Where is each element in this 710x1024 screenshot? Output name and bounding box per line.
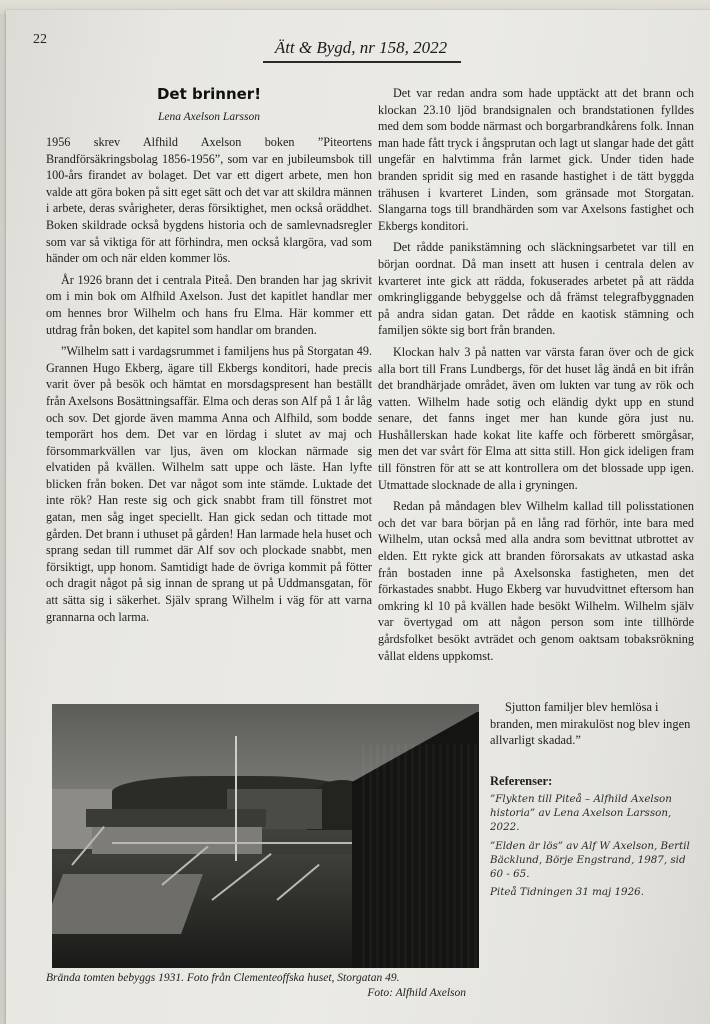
reference-item: ”Elden är lös” av Alf W Axelson, Bertil Bäcklund, Börje Engstrand, 1987, sid 60 - 65. xyxy=(490,839,690,881)
paragraph: Klockan halv 3 på natten var värsta faran över och de gick alla bort till Frans Lundbergs, för det huset låg ändå en bit ifrån det brandhärjade området, även om lukten var tung av rök och vatten. Wilhelm hade sotig och eländig dykt upp en stund senare, det fanns inget mer han kunde göra just nu. Hushållerskan hade kokat lite kaffe och förberett smörgåsar, men det var svårt för Elma att sitta still. Hon gick ideligen fram till fönstren för att se att kontrollera om det blossade upp igen. Utmattade slocknade de alla i gryningen. xyxy=(378,344,694,492)
paragraph: Det var redan andra som hade upptäckt att det brann och klockan 23.10 ljöd brandsignalen och brandstationen fylldes med dem som bodde närmast och borgarbrandkårens folk. Innan man hade fått tryck i ångsprutan och lagt ut slangar hade det gått ungefär en halvtimma från larmet gick. Under tiden hade branden spridit sig med en rasande hastighet i de tätt byggda trähusen i kvarteret Linden, som gränsade mot Storgatan. Slangarna togs till brandhärden som var Axelsons fastighet och Ekbergs konditori. xyxy=(378,86,694,233)
photo-road xyxy=(52,874,203,934)
photo-scaffold-beam xyxy=(112,842,362,844)
photo-caption xyxy=(46,971,466,1001)
article-title: Det brinner! xyxy=(156,85,262,103)
header-rule xyxy=(263,61,461,63)
photo-roof xyxy=(86,809,266,827)
running-head: Ätt & Bygd, nr 158, 2022 xyxy=(274,38,448,57)
paragraph: Sjutton familjer blev hemlösa i branden, men mirakulöst nog blev ingen allvarligt skadad.” xyxy=(490,700,691,748)
article-byline: Lena Axelson Larsson xyxy=(157,111,261,123)
left-column xyxy=(46,134,372,630)
closing-paragraph xyxy=(490,699,696,749)
references-heading: Referenser: xyxy=(490,774,553,788)
paragraph: Det rådde panikstämning och släckningsarbetet var till en början oordnat. Då man insett att husen i centrala delen av kvarteret inte gick att rädda, fokuserades arbetet på att rädda omkringliggande bebyggelse och då främst telegrafbyggnaden på andra sidan gatan. Det rådde en kaotisk stämning och familjen sökte sig bort från branden. xyxy=(378,240,694,338)
paragraph: År 1926 brann det i centrala Piteå. Den branden har jag skrivit om i min bok om Alfhild Axelson. Just det kapitlet handlar mer om hennes bror Wilhelm och hans fru Elma. Här kommer ett utdrag från boken, det kapitel som handlar om branden. xyxy=(46,272,372,337)
page-number: 22 xyxy=(33,32,47,47)
photo-credit: Foto: Alfhild Axelson xyxy=(367,987,466,999)
reference-item: ”Flykten till Piteå – Alfhild Axelson historia” av Lena Axelson Larsson, 2022. xyxy=(490,793,672,834)
paragraph: 1956 skrev Alfhild Axelson boken ”Piteortens Brandförsäkringsbolag 1856-1956”, som var en jubileumsbok till 100-års firandet av bolaget. Det var ett digert arbete, men hon valde att göra boken på sitt eget sätt och det var att skildra männen i arbete, deras svårigheter, deras försiktighet, men också oräddhet. Boken skildrade också bygdens historia och de samlevnadsregler som var så viktiga för att förhindra, men också klargöra, vad som händer om och när elden kommer lös. xyxy=(46,135,372,266)
paragraph: ”Wilhelm satt i vardagsrummet i familjens hus på Storgatan 49. Grannen Hugo Ekberg, ägare till Ekbergs konditori, hade precis varit över på besök och hämtat en morsdagspresent han beställt från Axelsons Bosättningsaffär. Elma och deras son Alf på 1 år låg och sov. Det gjorde även mamma Anna och Alfhild, som bodde temporärt hos dem. Det var en lördag i slutet av maj och försommarkvällen var ljus, även om klockan närmade sig elvatiden på kvällen. Wilhelm satt uppe och läste. Han lyfte blicken från boken. Det var något som inte stämde. Luktade det inte rök? Han reste sig och gick snabbt fram till fönstret mot gatan, men såg inget speciellt. Han gick sedan och tittade mot gården. Det brann i uthuset på gården! Han larmade hela huset och sprang sedan till rummet där Alf sov och plockade snabbt, men försiktigt, upp honom. Samtidigt hade de övriga kommit på fötter och dragit något på sig innan de sprang ut på Uddmansgatan, för att sätta sig i säkerhet. Själv sprang Wilhelm i väg för att varna grannarna och larma. xyxy=(46,344,372,624)
caption-text: Brända tomten bebyggs 1931. Foto från Clementeoffska huset, Storgatan 49. xyxy=(46,972,400,984)
magazine-page xyxy=(6,10,710,1024)
historical-photo xyxy=(52,704,479,968)
paragraph: Redan på måndagen blev Wilhelm kallad till polisstationen och det var bara början på en lång rad förhör, inte bara med Wilhelm, utan också med alla andra som bevittnat utbrottet av elden. Ett rykte gick att branden förorsakats av utkastad aska från bostaden inne på Axelsonska fastigheten, men det förkastades snabbt. Hugo Ekberg var huvudvittnet eftersom han omkring kl 10 på kvällen hade besökt Wilhelm. Wilhelm själv var övertygad om att någon person som inte tillhörde gårdsfolket besökt avträdet och genom oaktsam tobaksrökning vållat eldens uppkomst. xyxy=(378,499,694,663)
photo-barn-planks xyxy=(362,744,477,968)
right-column xyxy=(378,85,694,669)
reference-item: Piteå Tidningen 31 maj 1926. xyxy=(490,886,644,899)
references-list xyxy=(490,792,690,903)
